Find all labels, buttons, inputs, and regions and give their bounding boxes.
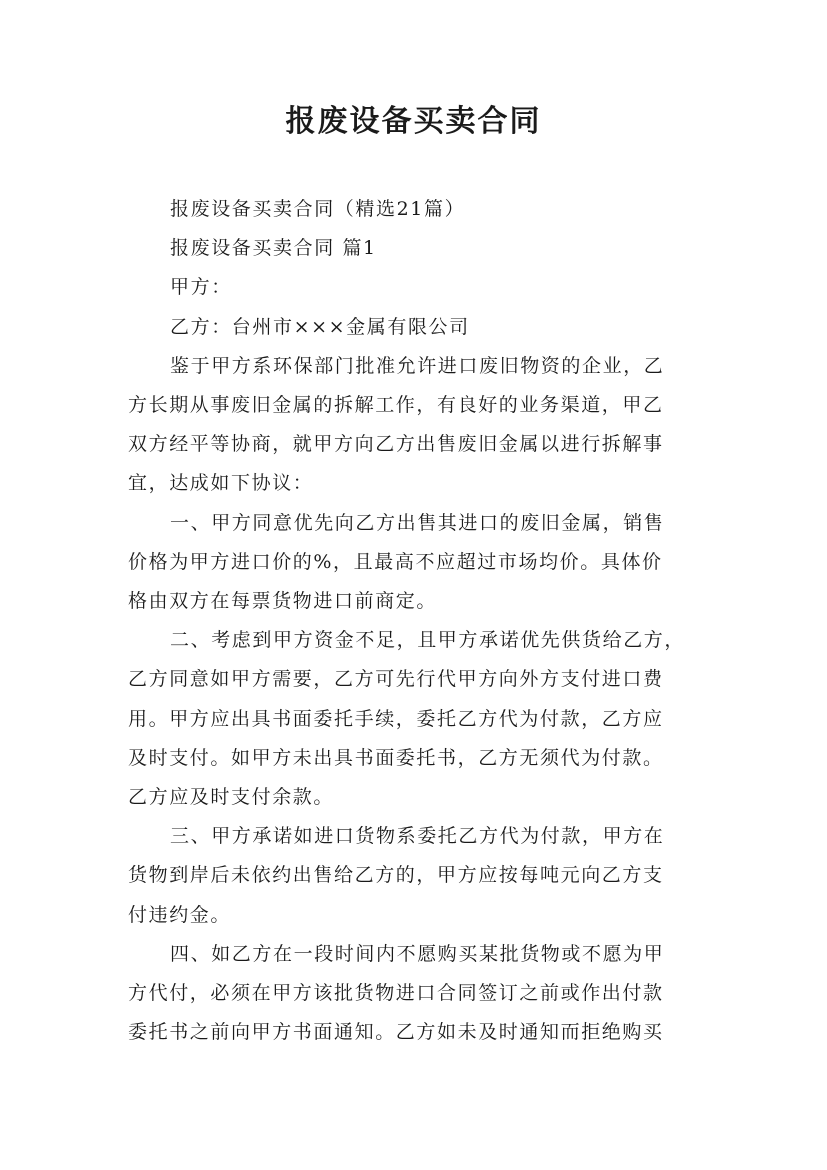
paragraph-line: 宜，达成如下协议： <box>128 472 314 495</box>
paragraph-line: 方代付，必须在甲方该批货物进口合同签订之前或作出付款 <box>128 982 664 1005</box>
paragraph-line: 方长期从事废旧金属的拆解工作，有良好的业务渠道，甲乙 <box>128 394 664 417</box>
paragraph-line: 双方经平等协商，就甲方向乙方出售废旧金属以进行拆解事 <box>128 433 664 456</box>
paragraph-line: 货物到岸后未依约出售给乙方的，甲方应按每吨元向乙方支 <box>128 864 664 887</box>
paragraph-line: 格由双方在每票货物进口前商定。 <box>128 590 438 613</box>
paragraph-line: 委托书之前向甲方书面通知。乙方如未及时通知而拒绝购买 <box>128 1021 664 1044</box>
paragraph-line: 甲方： <box>170 276 232 299</box>
paragraph-line: 报废设备买卖合同（精选21篇） <box>170 198 466 220</box>
paragraph-line: 四、如乙方在一段时间内不愿购买某批货物或不愿为甲 <box>170 942 665 965</box>
paragraph-line: 报废设备买卖合同 篇1 <box>170 237 377 260</box>
paragraph-line: 鉴于甲方系环保部门批准允许进口废旧物资的企业，乙 <box>170 354 665 377</box>
paragraph-line: 二、考虑到甲方资金不足，且甲方承诺优先供货给乙方， <box>170 629 686 652</box>
paragraph-line: 乙方应及时支付余款。 <box>128 786 335 809</box>
paragraph-line: 乙方同意如甲方需要，乙方可先行代甲方向外方支付进口费 <box>128 668 664 691</box>
paragraph-line: 用。甲方应出具书面委托手续，委托乙方代为付款，乙方应 <box>128 707 664 730</box>
paragraph-line: 及时支付。如甲方未出具书面委托书，乙方无须代为付款。 <box>128 746 664 769</box>
document-title: 报废设备买卖合同 <box>285 104 542 139</box>
paragraph-line: 乙方：台州市×××金属有限公司 <box>170 315 470 338</box>
paragraph-line: 付违约金。 <box>128 903 232 926</box>
paragraph-line: 价格为甲方进口价的%，且最高不应超过市场均价。具体价 <box>128 550 663 573</box>
paragraph-line: 三、甲方承诺如进口货物系委托乙方代为付款，甲方在 <box>170 825 665 848</box>
document-body <box>128 190 718 1052</box>
paragraph-line: 一、甲方同意优先向乙方出售其进口的废旧金属，销售 <box>170 511 665 534</box>
